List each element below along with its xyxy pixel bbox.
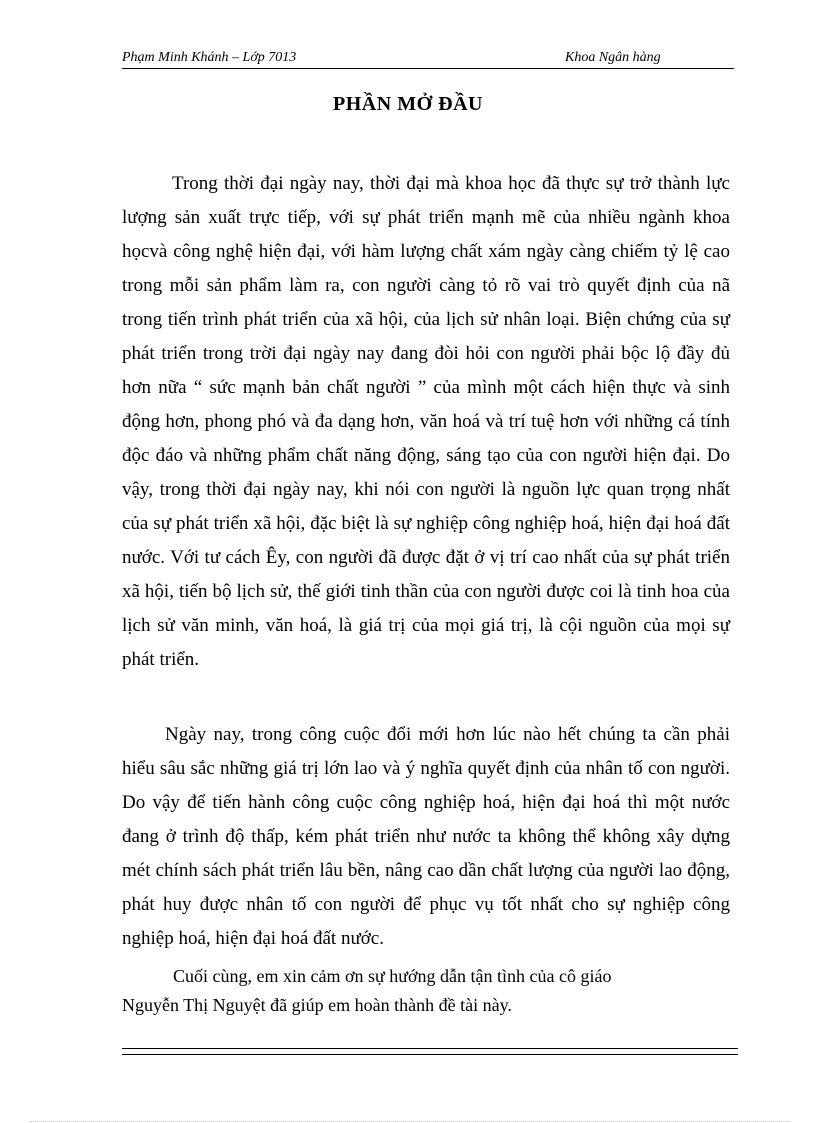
page-header — [122, 48, 734, 69]
header-author: Phạm Minh Khánh – Lớp 7013 — [122, 50, 297, 65]
closing-paragraph — [122, 962, 730, 1020]
page-edge-dotted-line — [30, 1121, 790, 1122]
body-paragraph-1: Trong thời đại ngày nay, thời đại mà khoa học đã thực sự trở thành lực lượng sản xuất trực tiếp, với sự phát triển mạnh mẽ của nhiều ngành khoa họcvà công nghệ hiện đại, với hàm lượng chất xám ngày càng chiếm tỷ lệ cao trong mỗi sản phẩm làm ra, con người càng tỏ rõ vai trò quyết định của nã trong tiến trình phát triển của xã hội, của lịch sử nhân loại. Biện chứng của sự phát triển trong trời đại ngày nay đang đòi hỏi con người phải bộc lộ đầy đủ hơn nữa “ sức mạnh bản chất người ” của mình một cách hiện thực và sinh động hơn, phong phó và đa dạng hơn, văn hoá và trí tuệ hơn với những cá tính độc đáo và những phẩm chất năng động, sáng tạo của con người hiện đại. Do vậy, trong thời đại ngày nay, khi nói con người là nguồn lực quan trọng nhất của sự phát triển xã hội, đặc biệt là sự nghiệp công nghiệp hoá, hiện đại hoá đất nước. Với tư cách Êy, con người đã được đặt ở vị trí cao nhất của sự phát triển xã hội, tiến bộ lịch sử, thế giới tinh thần của con người được coi là tinh hoa của lịch sử văn minh, văn hoá, là giá trị của mọi giá trị, là cội nguồn của mọi sự phát triển. — [122, 173, 730, 670]
page-title: PHẦN MỞ ĐẦU — [333, 93, 483, 115]
body-paragraph-2: Ngày nay, trong công cuộc đổi mới hơn lúc nào hết chúng ta cần phải hiểu sâu sắc những giá trị lớn lao và ý nghĩa quyết định của nhân tố con người. Do vậy để tiến hành công cuộc công nghiệp hoá, hiện đại hoá thì một nước đang ở trình độ thấp, kém phát triển như nước ta không thể không xây dựng mét chính sách phát triển lâu bền, nâng cao dần chất lượng của người lao động, phát huy được nhân tố con người để phục vụ tốt nhất cho sự nghiệp công nghiệp hoá, hiện đại hoá đất nước. — [122, 724, 730, 949]
header-department: Khoa Ngân hàng — [565, 50, 661, 65]
closing-line-1: Cuối cùng, em xin cảm ơn sự hướng dẫn tận tình của cô giáo — [173, 966, 612, 986]
closing-line-2: Nguyễn Thị Nguyệt đã giúp em hoàn thành đề tài này. — [122, 995, 512, 1015]
footer-double-rule — [122, 1048, 738, 1055]
